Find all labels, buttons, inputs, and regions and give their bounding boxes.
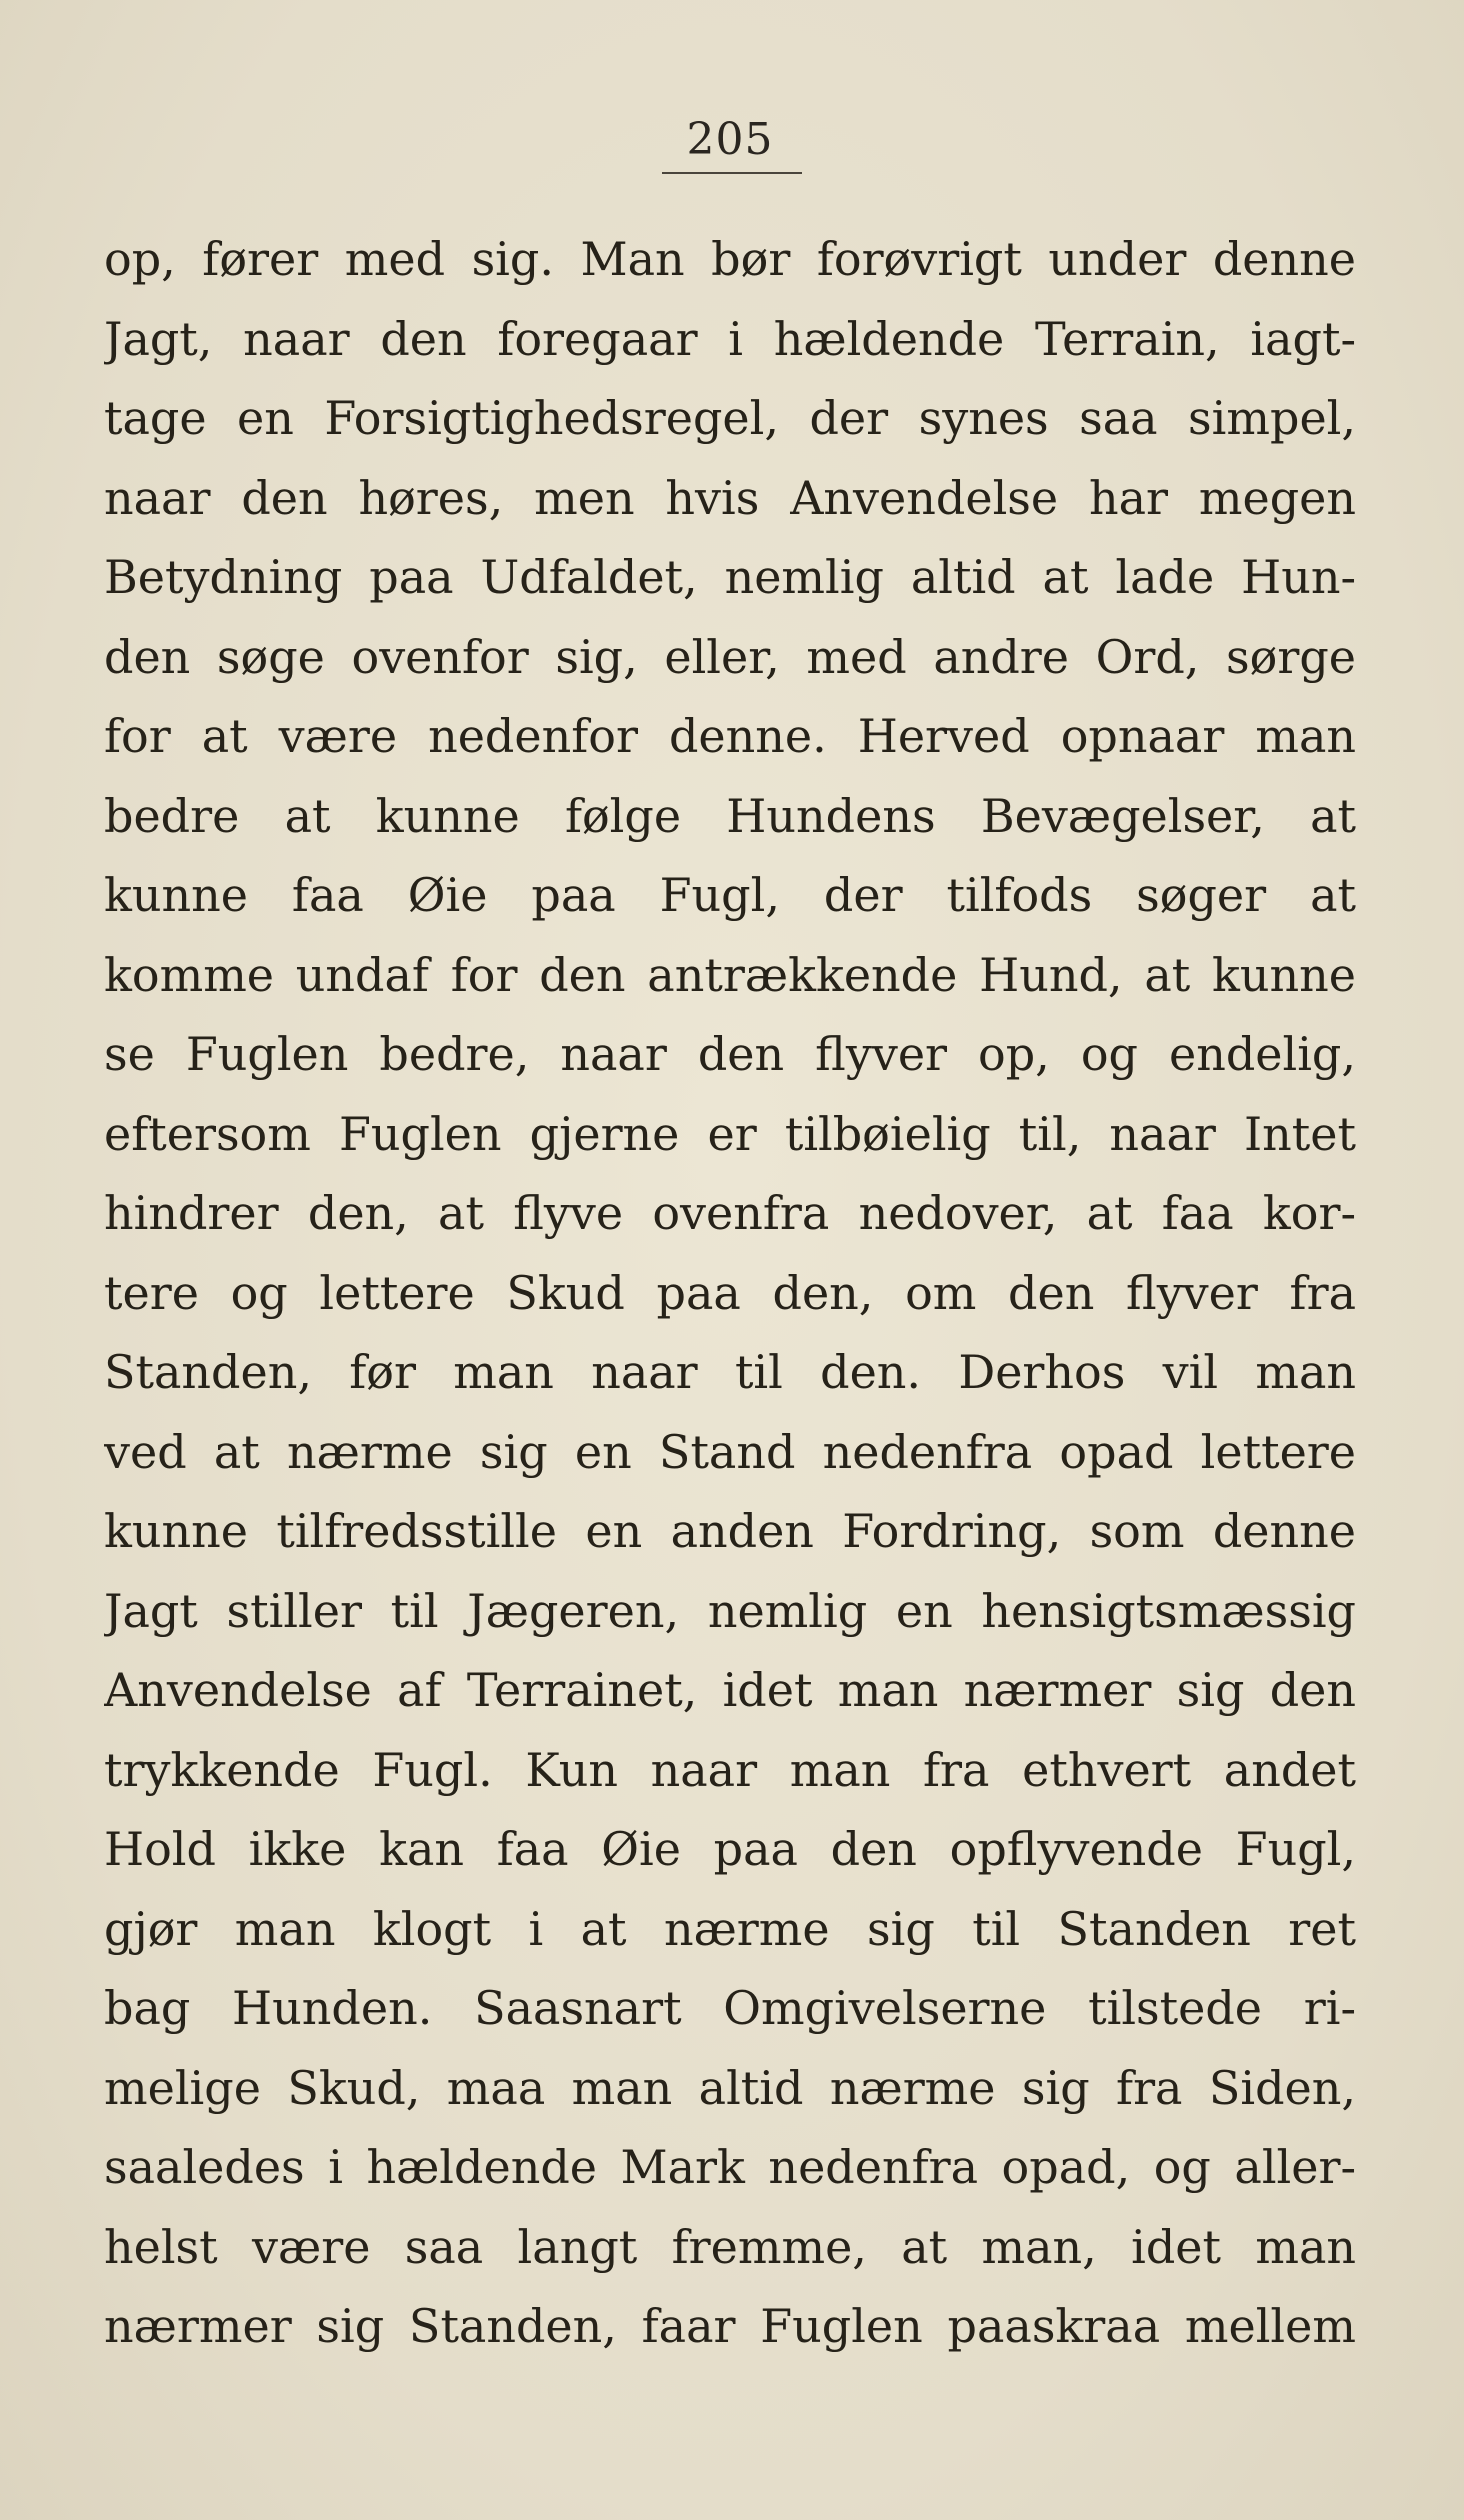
body-text bbox=[104, 220, 1356, 2367]
text-line: melige Skud, maa man altid nærme sig fra Siden, bbox=[104, 2060, 1356, 2115]
text-line: trykkende Fugl. Kun naar man fra ethvert andet bbox=[104, 1742, 1356, 1797]
text-line: op, fører med sig. Man bør forøvrigt under denne bbox=[104, 232, 1356, 286]
text-line: komme undaf for den antrækkende Hund, at kunne bbox=[104, 947, 1356, 1002]
text-line: ved at nærme sig en Stand nedenfra opad lettere bbox=[104, 1424, 1356, 1479]
text-line: bag Hunden. Saasnart Omgivelserne tilstede ri- bbox=[104, 1981, 1356, 2035]
text-line: tage en Forsigtighedsregel, der synes saa simpel, bbox=[104, 391, 1356, 445]
page-number: 205 bbox=[686, 114, 774, 165]
page-number-rule bbox=[662, 172, 802, 174]
text-line: tere og lettere Skud paa den, om den flyver fra bbox=[104, 1265, 1356, 1320]
text-line: for at være nedenfor denne. Herved opnaar man bbox=[104, 709, 1356, 763]
text-line: nærmer sig Standen, faar Fuglen paaskraa mellem bbox=[104, 2299, 1356, 2353]
text-line: den søge ovenfor sig, eller, med andre Ord, sørge bbox=[104, 629, 1356, 684]
text-line: saaledes i hældende Mark nedenfra opad, og aller- bbox=[104, 2140, 1356, 2194]
text-line: Jagt, naar den foregaar i hældende Terrain, iagt- bbox=[104, 311, 1356, 366]
text-line: kunne tilfredsstille en anden Fordring, som denne bbox=[104, 1504, 1356, 1558]
text-line: gjør man klogt i at nærme sig til Standen ret bbox=[104, 1901, 1356, 1956]
text-line: naar den høres, men hvis Anvendelse har megen bbox=[104, 470, 1356, 525]
text-line: Betydning paa Udfaldet, nemlig altid at lade Hun- bbox=[104, 550, 1356, 604]
text-line: kunne faa Øie paa Fugl, der tilfods søger at bbox=[104, 868, 1356, 922]
text-line: se Fuglen bedre, naar den flyver op, og endelig, bbox=[104, 1027, 1356, 1081]
text-line: helst være saa langt fremme, at man, idet man bbox=[104, 2219, 1356, 2274]
text-line: eftersom Fuglen gjerne er tilbøielig til, naar Intet bbox=[104, 1106, 1356, 1161]
text-line: Jagt stiller til Jægeren, nemlig en hensigtsmæssig bbox=[104, 1583, 1356, 1638]
text-line: Hold ikke kan faa Øie paa den opflyvende Fugl, bbox=[104, 1822, 1356, 1876]
text-line: Standen, før man naar til den. Derhos vil man bbox=[104, 1345, 1356, 1399]
text-line: Anvendelse af Terrainet, idet man nærmer sig den bbox=[104, 1663, 1356, 1717]
text-line: bedre at kunne følge Hundens Bevægelser, at bbox=[104, 788, 1356, 843]
text-line: hindrer den, at flyve ovenfra nedover, at faa kor- bbox=[104, 1186, 1356, 1240]
